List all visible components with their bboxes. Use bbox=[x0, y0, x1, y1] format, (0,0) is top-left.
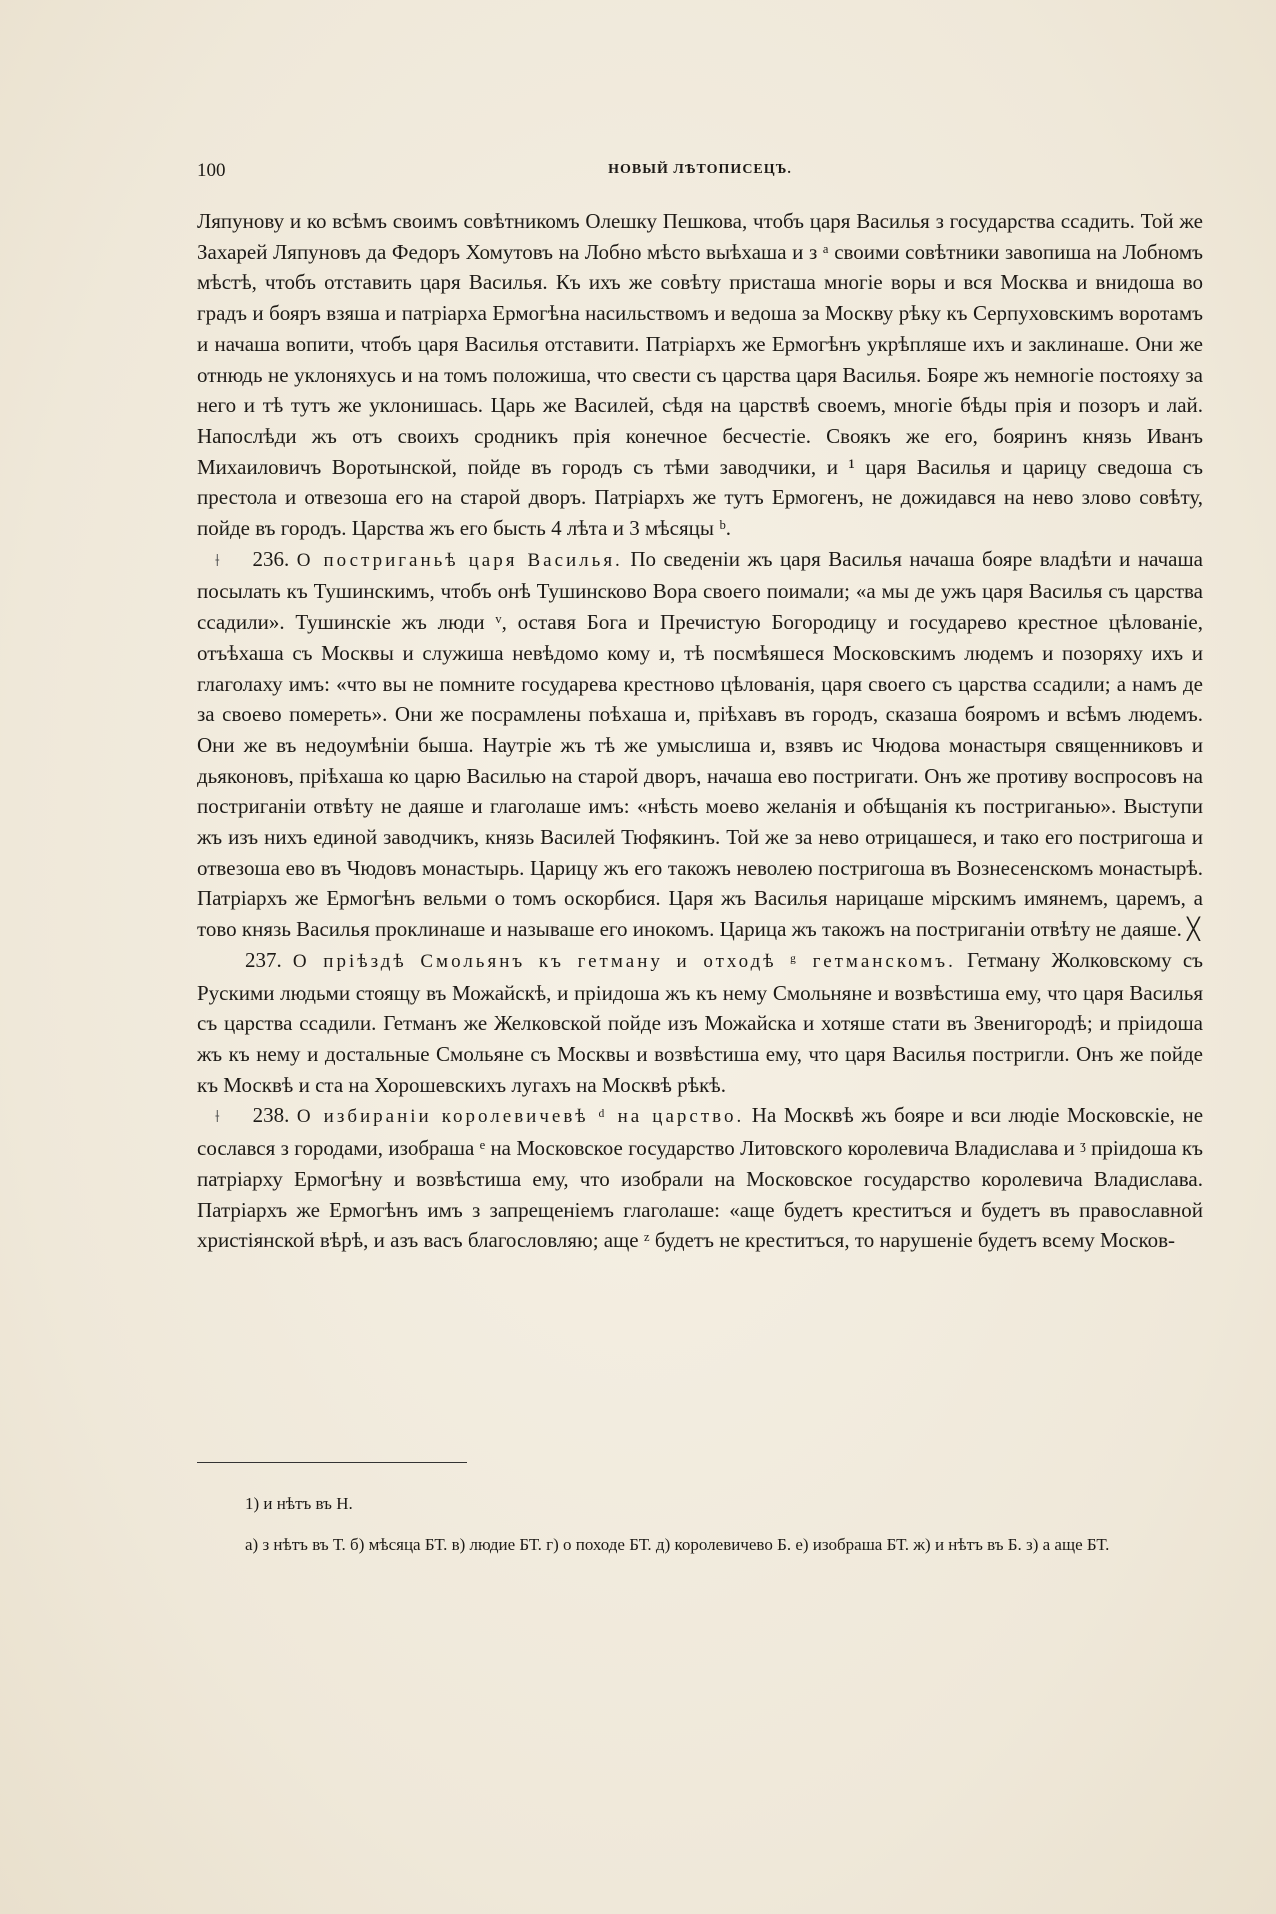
footnote-1: 1) и нѣтъ въ Н. bbox=[245, 1494, 353, 1513]
footnote-variants: а) з нѣтъ въ Т. б) мѣсяца БТ. в) людие БТ. г) о походе БТ. д) королевичево Б. е) изобраша БТ. ж) и нѣтъ въ Б. з) а аще БТ. bbox=[245, 1535, 1110, 1554]
paragraph-236 bbox=[197, 544, 1203, 945]
paragraph-text: Ляпунову и ко всѣмъ своимъ совѣтникомъ Олешку Пешкова, чтобъ царя Василья з государства ссадить. Той же Захарей Ляпуновъ да Федоръ Хомутовъ на Лобно мѣсто выѣхаша и з ᵃ своими совѣтники завопиша на Лобномъ мѣстѣ, чтобъ отставить царя Василья. Къ ихъ же совѣту присташа многіе воры и вся Москва и внидоша во градъ и бояръ взяша и патріарха Ермогѣна насильствомъ и ведоша за Москву рѣку къ Серпуховскимъ воротамъ и начаша вопити, чтобъ царя Василья отставити. Патріархъ же Ермогѣнъ укрѣпляше ихъ и заклинаше. Они же отнюдь не уклоняхусь и на томъ положиша, что свести съ царства царя Василья. Бояре жъ немногіе постояху за него и тѣ тутъ же уклонишась. Царь же Василей, сѣдя на царствѣ своемъ, многіе бѣды прія и позоръ и лай. Напослѣди жъ отъ своихъ сродникъ прія конечное бесчестіе. Своякъ же его, бояринъ князь Иванъ Михаиловичъ Воротынской, пойде въ городъ съ тѣми заводчики, и ¹ царя Василья и царицу сведоша съ престола и отвезоша его на старой дворъ. Патріархъ же тутъ Ермогенъ, не дожидався на нево злово совѣту, пойде въ городъ. Царства жъ его бысть 4 лѣта и 3 мѣсяцы ᵇ. bbox=[197, 209, 1203, 541]
paragraph-text: Гетману Жолковскому съ Рускими людьми стоящу въ Можайскѣ, и пріидоша жъ къ нему Смольняне и возвѣстиша ему, что царя Василья съ царства ссадили. Гетманъ же Желковской пойде изъ Можайска и хотяше стати въ Звенигородѣ; и пріидоша жъ къ нему и достальные Смольяне съ Москвы и возвѣстиша ему, что царя Василья постригли. Онъ же пойде къ Москвѣ и ста на Хорошевскихъ лугахъ на Москвѣ рѣкѣ. bbox=[197, 947, 1204, 1097]
paragraph-238 bbox=[197, 1100, 1203, 1256]
section-title: О пріѣздѣ Смольянъ къ гетману и отходѣ ᵍ гетманскомъ. bbox=[292, 950, 956, 972]
pencil-mark-icon: ⟊ bbox=[215, 1106, 220, 1128]
page-header bbox=[197, 160, 1203, 190]
section-title: О постриганьѣ царя Василья. bbox=[296, 549, 623, 571]
paragraph-text: По сведеніи жъ царя Василья начаша бояре владѣти и начаша посылать къ Тушинскимъ, чтобъ онѣ Тушинсково Вора своего поимали; «а мы де ужъ царя Василья съ царства ссадили». Тушинскіе жъ люди ᵛ, оставя Бога и Пречистую Богородицу и государево крестное цѣлованіе, отъѣхаша съ Москвы и служиша невѣдомо кому и, тѣ посмѣяшеся Московскимъ людемъ и позоряху ихъ и глаголаху имъ: «что вы не помните государева крестново цѣлованія, царя своего съ царства ссадили; а намъ де за своево помереть». Они же посрамлены поѣхаша и, пріѣхавъ въ городъ, сказаша бояромъ и всѣмъ людемъ. Они же въ недоумѣніи быша. Наутріе жъ тѣ же умыслиша и, взявъ ис Чюдова монастыря священниковъ и дьяконовъ, пріѣхаша ко царю Василью на старой дворъ, начаша ево постригати. Онъ же противу воспросовъ на постриганіи отвѣту не даяше и глаголаше имъ: «нѣсть моево желанія и обѣщанія къ постриганью». Выступи жъ изъ нихъ единой заводчикъ, князь Василей Тюфякинъ. Той же за нево отрицашеся, и тако его постригоша и отвезоша ево въ Чюдовъ монастырь. Царицу жъ его такожъ неволею постригоша въ Вознесенскомъ монастырѣ. Патріархъ же Ермогѣнъ вельми о томъ оскорбися. Царя жъ Василья нарицаше мірскимъ имянемъ, царемъ, а тово князь Василья проклинаше и называше его инокомъ. Царица жъ такожъ на постриганіи отвѣту не даяше. ╳ bbox=[197, 546, 1203, 942]
section-number: 238. bbox=[252, 1103, 290, 1128]
main-text bbox=[197, 206, 1203, 1256]
section-number: 237. bbox=[245, 947, 282, 972]
section-number: 236. bbox=[252, 546, 290, 571]
footnotes bbox=[197, 1490, 1203, 1558]
page-number: 100 bbox=[197, 160, 226, 181]
footnote-divider bbox=[197, 1462, 467, 1463]
pencil-mark-icon: ⟊ bbox=[215, 549, 220, 571]
section-title: О избираніи королевичевѣ ᵈ на царство. bbox=[296, 1106, 745, 1128]
paragraph-237 bbox=[197, 945, 1203, 1101]
paragraph-text: На Москвѣ жъ бояре и вси людіе Московскіе, не сослався з городами, изобраша ᵉ на Московское государство Литовского королевича Владислава и ᶾ пріидоша къ патріарху Ермогѣну и возвѣстиша ему, что изобрали на Московское государство королевича Владислава. Патріархъ же Ермогѣнъ имъ з запрещеніемъ глаголаше: «аще будетъ креститъся и будетъ въ православной христіянской вѣрѣ, и азъ васъ благословляю; аще ᶻ будетъ не креститъся, то нарушеніе будетъ всему Москов- bbox=[197, 1103, 1204, 1253]
paragraph-continuation bbox=[197, 206, 1203, 544]
running-head: НОВЫЙ ЛѢТОПИСЕЦЪ. bbox=[608, 162, 792, 177]
